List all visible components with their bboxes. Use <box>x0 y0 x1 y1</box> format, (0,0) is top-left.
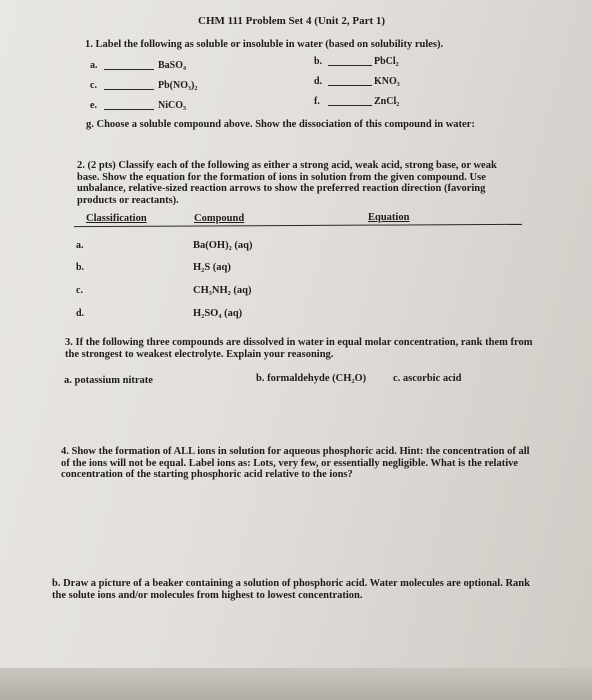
q2-row-a-compound: Ba(OH)₂ (aq) <box>193 240 253 251</box>
q1-item-d-compound: KNO₃ <box>374 76 400 87</box>
q4-part-b: b. Draw a picture of a beaker containing a solution of phosphoric acid. Water molecules are optional. Rank the solute ions and/or molecules from highest to lowest concentration. <box>52 578 530 601</box>
q2-header-equation: Equation <box>368 212 410 223</box>
q3-option-c: c. ascorbic acid <box>393 373 462 384</box>
q1-prompt: 1. Label the following as soluble or insoluble in water (based on solubility rules). <box>85 39 444 50</box>
q2-row-b-letter: b. <box>76 262 85 273</box>
q1-item-c-blank <box>104 89 154 90</box>
q3-prompt: 3. If the following three compounds are dissolved in water in equal molar concentration, rank them from the strongest to weakest electrolyte. Explain your reasoning. <box>65 337 533 360</box>
q1-item-c-compound: Pb(NO₃)₂ <box>158 80 198 91</box>
q1-item-c-letter: c. <box>90 80 97 91</box>
q1-item-a-blank <box>104 69 154 70</box>
q1-item-d-letter: d. <box>314 76 323 87</box>
q2-prompt: 2. (2 pts) Classify each of the following as either a strong acid, weak acid, strong base, or weak base. Show the equation for the formation of ions in solution from the given compound. Use unbalance, relative-sized reaction arrows to show the preferred reaction direction (favoring products or reactants). <box>77 160 497 206</box>
q1-item-a-letter: a. <box>90 60 98 71</box>
q2-header-compound: Compound <box>194 213 245 224</box>
q4-prompt: 4. Show the formation of ALL ions in solution for aqueous phosphoric acid. Hint: the concentration of all of the ions will not be equal. Label ions as: Lots, very few, or essentially negligible. What is the relative concentration of the starting phosphoric acid relative to the ions? <box>61 446 530 480</box>
q1-item-b-blank <box>328 65 372 66</box>
q1-item-e-compound: NiCO₃ <box>158 100 186 111</box>
q1-item-d-blank <box>328 85 372 86</box>
q1-item-b-compound: PbCl₂ <box>374 56 399 67</box>
q1-item-a-compound: BaSO₄ <box>158 60 187 71</box>
q1-part-g: g. Choose a soluble compound above. Show the dissociation of this compound in water: <box>86 119 475 130</box>
q1-item-f-letter: f. <box>314 96 320 107</box>
q2-row-b-compound: H₂S (aq) <box>193 262 231 273</box>
q2-row-c-letter: c. <box>76 285 83 296</box>
q3-option-a: a. potassium nitrate <box>64 375 153 386</box>
page-title: CHM 111 Problem Set 4 (Unit 2, Part 1) <box>198 15 386 27</box>
q1-item-e-blank <box>104 109 154 110</box>
q3-option-b: b. formaldehyde (CH₂O) <box>256 373 367 384</box>
q2-row-d-compound: H₂SO₄ (aq) <box>193 308 243 319</box>
page-bottom-shadow <box>0 668 592 700</box>
q2-row-d-letter: d. <box>76 308 85 319</box>
q1-item-f-blank <box>328 105 372 106</box>
q1-item-b-letter: b. <box>314 56 323 67</box>
q2-header-classification: Classification <box>86 213 147 224</box>
q1-item-e-letter: e. <box>90 100 97 111</box>
q2-row-a-letter: a. <box>76 240 84 251</box>
q2-row-c-compound: CH₃NH₂ (aq) <box>193 285 252 296</box>
q1-item-f-compound: ZnCl₂ <box>374 96 400 107</box>
